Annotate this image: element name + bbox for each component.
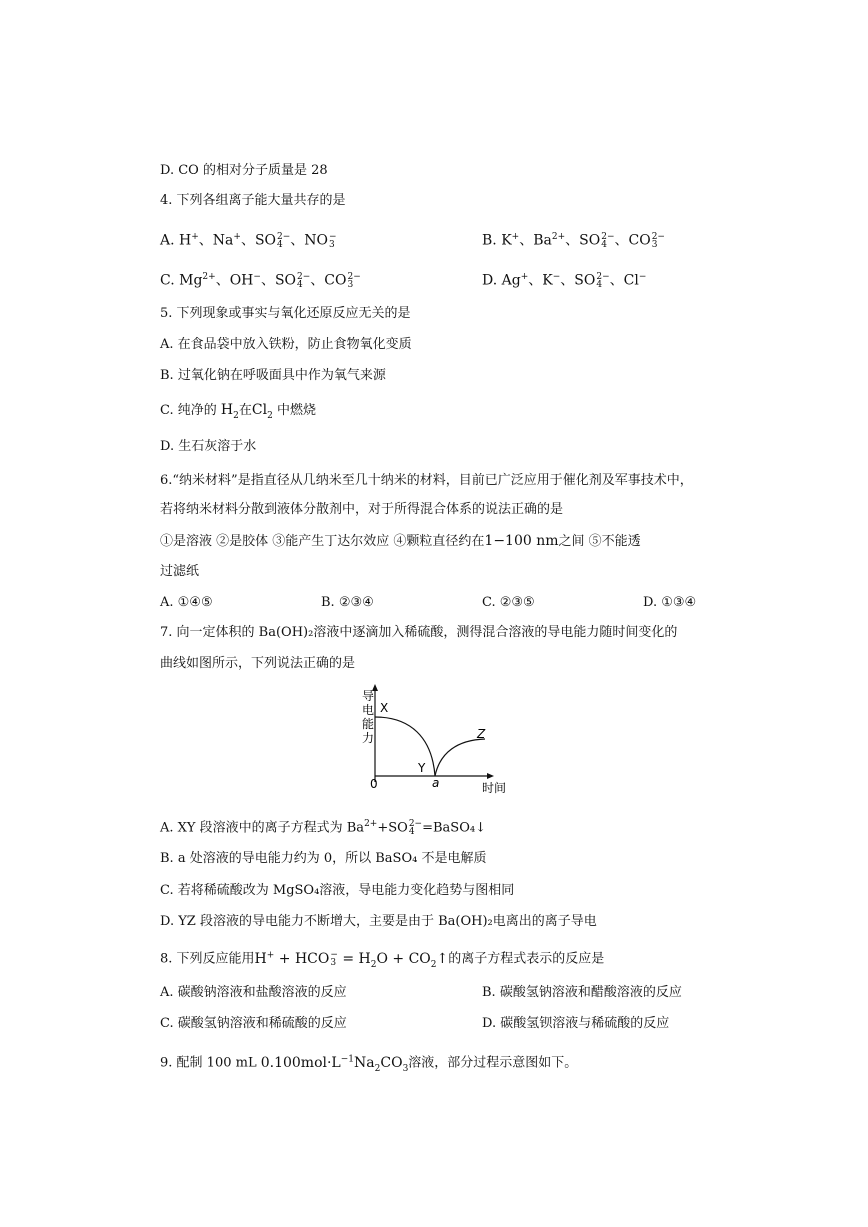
q6-statements-cont: 过滤纸 — [160, 564, 200, 579]
q7-stem-line2: 曲线如图所示，下列说法正确的是 — [160, 656, 356, 671]
q5-option-a: A. 在食品袋中放入铁粉，防止食物氧化变质 — [160, 337, 412, 352]
q6-stem-line1: 6.“纳米材料”是指直径从几纳米至几十纳米的材料，目前已广泛应用于催化剂及军事技术中， — [160, 473, 693, 488]
q5-option-c: C. 纯净的 $H_2$在$Cl_2$ 中燃烧 — [160, 402, 316, 421]
point-y-label: Y — [418, 761, 426, 775]
q8-option-b: B. 碳酸氢钠溶液和醋酸溶液的反应 — [482, 985, 682, 1000]
y-axis-label-4: 力 — [362, 731, 375, 745]
x-axis-label: 时间 — [482, 781, 507, 795]
q7-option-a: A. XY 段溶液中的离子方程式为 $Ba^{2+}+SO$ 2− 4 =BaSO₄↓ — [160, 818, 486, 837]
conductivity-graph — [340, 682, 520, 797]
origin-label: 0 — [370, 777, 378, 791]
q5-stem: 5. 下列现象或事实与氧化还原反应无关的是 — [160, 306, 411, 321]
q6-option-c: C. ②③⑤ — [482, 595, 535, 610]
q7-option-d: D. YZ 段溶液的导电能力不断增大，主要是由于 Ba(OH)₂电离出的离子导电 — [160, 914, 597, 929]
q6-stem-line2: 若将纳米材料分散到液体分散剂中，对于所得混合体系的说法正确的是 — [160, 502, 564, 517]
q6-option-d: D. ①③④ — [643, 595, 697, 610]
curve-yz — [435, 739, 485, 776]
q5-option-d: D. 生石灰溶于水 — [160, 439, 257, 454]
q4-option-b: B. K+、$Ba^{2+}$、SO 2− 4 、CO 2− 3 — [482, 231, 665, 250]
point-a-label: a — [432, 776, 440, 790]
q4-option-a: A. H+、Na+、SO 2− 4 、NO − 3 — [160, 231, 337, 250]
q8-option-d: D. 碳酸氢钡溶液与稀硫酸的反应 — [482, 1016, 670, 1031]
q4-option-d: D. Ag+、K−、SO 2− 4 、Cl− — [482, 271, 647, 290]
x-axis-arrow — [487, 773, 494, 779]
q9-stem: 9. 配制 100 mL $0.100mol\cdot L^{-1}Na_2CO_3$溶液，部分过程示意图如下。 — [160, 1054, 578, 1074]
q3-option-d: D. CO 的相对分子质量是 28 — [160, 163, 328, 178]
point-z-label: Z — [477, 727, 486, 741]
q7-stem-line1: 7. 向一定体积的 Ba(OH)₂溶液中逐滴加入稀硫酸，测得混合溶液的导电能力随时间变化的 — [160, 625, 678, 640]
q4-stem: 4. 下列各组离子能大量共存的是 — [160, 193, 346, 208]
q6-option-a: A. ①④⑤ — [160, 595, 213, 610]
q4-option-c: C. $Mg^{2+}$、OH−、SO 2− 4 、CO 2− 3 — [160, 271, 361, 290]
curve-xy — [375, 717, 435, 776]
y-axis-label-1: 导 — [362, 689, 375, 703]
q8-stem: 8. 下列反应能用H+ + HCO − 3 = $H_2O$ + $CO_2↑$的离子方程式表示的反应是 — [160, 949, 605, 970]
point-x-label: X — [380, 701, 389, 715]
q8-option-a: A. 碳酸钠溶液和盐酸溶液的反应 — [160, 985, 347, 1000]
q6-option-b: B. ②③④ — [321, 595, 374, 610]
q7-option-c: C. 若将稀硫酸改为 MgSO₄溶液，导电能力变化趋势与图相同 — [160, 883, 515, 898]
q6-statements: ①是溶液 ②是胶体 ③能产生丁达尔效应 ④颗粒直径约在1−100 nm之间 ⑤不能透 — [160, 533, 641, 549]
y-axis-label-3: 能 — [362, 717, 375, 731]
q7-option-b: B. a 处溶液的导电能力约为 0，所以 BaSO₄ 不是电解质 — [160, 851, 487, 866]
q5-option-b: B. 过氧化钠在呼吸面具中作为氧气来源 — [160, 368, 386, 383]
y-axis-label-2: 电 — [362, 703, 375, 717]
q8-option-c: C. 碳酸氢钠溶液和稀硫酸的反应 — [160, 1016, 347, 1031]
